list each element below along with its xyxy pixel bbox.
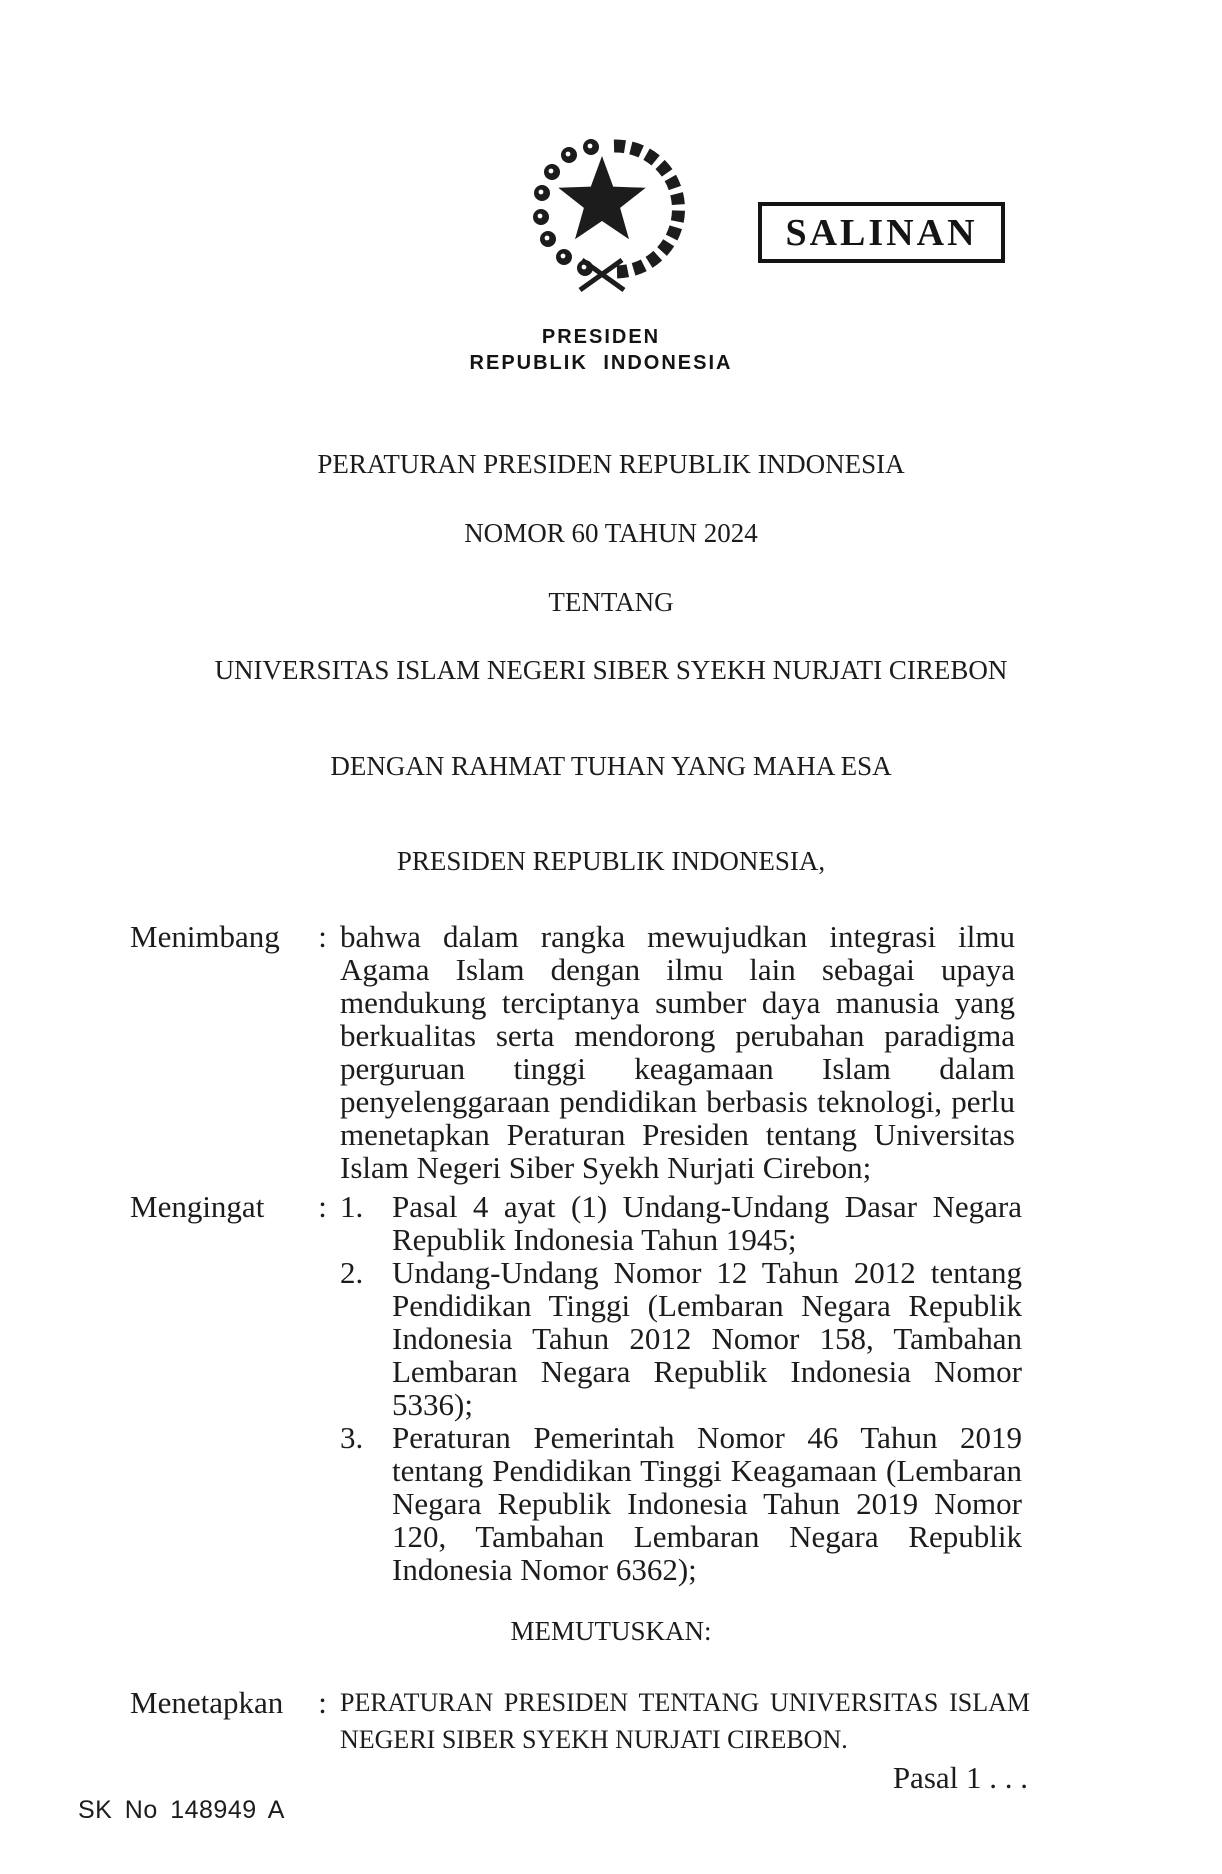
legal-basis-text: Pasal 4 ayat (1) Undang-Undang Dasar Negara Republik Indonesia Tahun 1945; bbox=[392, 1189, 1022, 1257]
legal-basis-item bbox=[340, 1190, 1022, 1256]
regulation-title: PERATURAN PRESIDEN REPUBLIK INDONESIA bbox=[317, 449, 905, 479]
legal-basis-item bbox=[340, 1421, 1022, 1586]
regulation-subject: UNIVERSITAS ISLAM NEGERI SIBER SYEKH NURJATI CIREBON bbox=[214, 655, 1008, 685]
star-wreath-emblem-icon bbox=[516, 128, 688, 305]
menimbang-text: bahwa dalam rangka mewujudkan integrasi ilmu Agama Islam dengan ilmu lain sebagai upaya mendukung terciptanya sumber daya manusia yang berkualitas serta mendorong perubahan paradigma perguruan tinggi keagamaan Islam dalam penyelenggaraan pendidikan berbasis teknologi, perlu menetapkan Peraturan Presiden tentang Universitas Islam Negeri Siber Syekh Nurjati Cirebon; bbox=[340, 919, 1015, 1185]
mengingat-colon: : bbox=[318, 1189, 327, 1224]
legal-basis-text: Undang-Undang Nomor 12 Tahun 2012 tentang Pendidikan Tinggi (Lembaran Negara Republik Indonesia Tahun 2012 Nomor 158, Tambahan Lembaran Negara Republik Indonesia Nomor 5336); bbox=[392, 1255, 1022, 1422]
legal-basis-number: 2. bbox=[340, 1255, 364, 1290]
authority-line: PRESIDEN REPUBLIK INDONESIA, bbox=[396, 846, 826, 876]
regulation-number: NOMOR 60 TAHUN 2024 bbox=[464, 518, 758, 548]
menimbang-section bbox=[130, 920, 1015, 1184]
mengingat-section bbox=[130, 1190, 1022, 1586]
menimbang-label: Menimbang bbox=[130, 919, 280, 954]
sk-number: SK No 148949 A bbox=[78, 1796, 285, 1824]
legal-basis-text: Peraturan Pemerintah Nomor 46 Tahun 2019 tentang Pendidikan Tinggi Keagamaan (Lembaran Negara Republik Indonesia Tahun 2019 Nomor 120, Tambahan Lembaran Negara Republik Indonesia Nomor 6362); bbox=[392, 1420, 1022, 1587]
menetapkan-colon: : bbox=[318, 1685, 327, 1720]
memutuskan-heading: MEMUTUSKAN: bbox=[510, 1616, 712, 1646]
menetapkan-text: PERATURAN PRESIDEN TENTANG UNIVERSITAS ISLAM NEGERI SIBER SYEKH NURJATI CIREBON. bbox=[340, 1688, 1030, 1754]
menimbang-colon: : bbox=[318, 919, 327, 954]
mengingat-label: Mengingat bbox=[130, 1189, 265, 1224]
salinan-stamp bbox=[758, 202, 1005, 263]
salinan-stamp-label: SALINAN bbox=[785, 211, 978, 254]
invocation-line: DENGAN RAHMAT TUHAN YANG MAHA ESA bbox=[330, 751, 892, 781]
mengingat-list bbox=[340, 1190, 1022, 1586]
legal-basis-item bbox=[340, 1256, 1022, 1421]
legal-basis-number: 1. bbox=[340, 1189, 364, 1224]
menetapkan-section bbox=[130, 1684, 1030, 1758]
letterhead-presiden: PRESIDEN bbox=[541, 326, 661, 348]
legal-basis-number: 3. bbox=[340, 1420, 364, 1455]
letterhead-republik-indonesia: REPUBLIK INDONESIA bbox=[469, 352, 733, 374]
menetapkan-label: Menetapkan bbox=[130, 1685, 284, 1720]
catchword-pasal-1: Pasal 1 . . . bbox=[892, 1760, 1028, 1795]
regulation-about-heading: TENTANG bbox=[548, 587, 674, 617]
